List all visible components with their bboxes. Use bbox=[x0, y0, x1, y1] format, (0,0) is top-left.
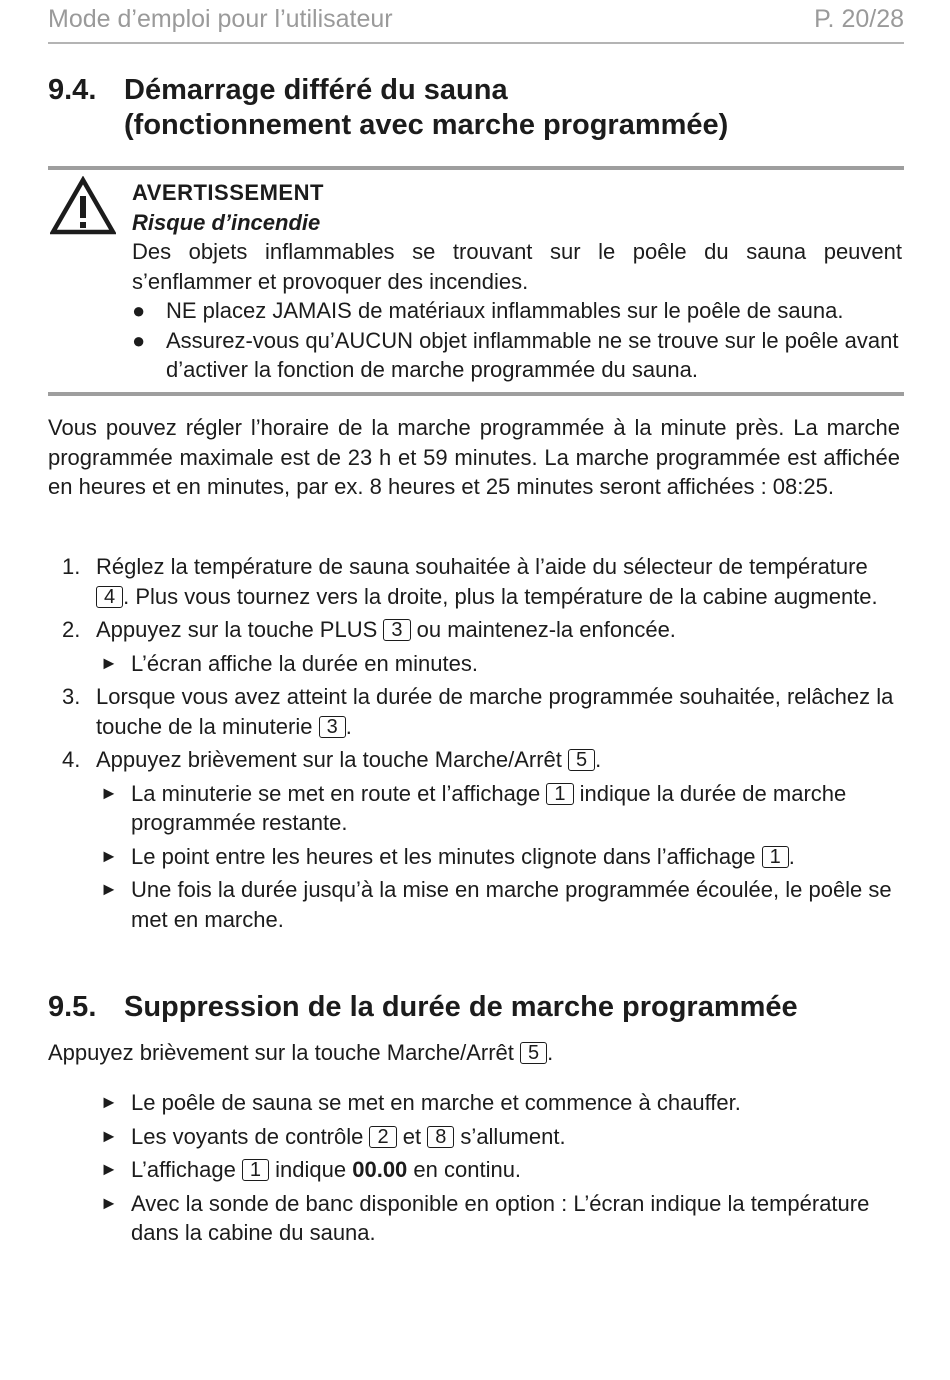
warning-bullet bbox=[132, 296, 902, 326]
reference-number: 1 bbox=[546, 783, 573, 805]
reference-number: 2 bbox=[369, 1126, 396, 1148]
step-result bbox=[48, 779, 900, 838]
display-value: 00.00 bbox=[352, 1157, 408, 1182]
reference-number: 3 bbox=[319, 716, 346, 738]
page-number: P. 20/28 bbox=[814, 5, 904, 33]
arrow-icon: ► bbox=[100, 1192, 118, 1213]
result-text: Avec la sonde de banc disponible en option : L’écran indique la température dans la cabine du sauna. bbox=[131, 1190, 870, 1245]
result-item bbox=[48, 1122, 900, 1152]
section-title: Suppression de la durée de marche programmée bbox=[124, 991, 798, 1023]
arrow-icon: ► bbox=[100, 845, 118, 866]
result-text: indique la durée de marche programmée restante. bbox=[131, 780, 847, 835]
result-text: Le point entre les heures et les minutes clignote dans l’affichage bbox=[131, 843, 762, 869]
result-text: Une fois la durée jusqu’à la mise en marche programmée écoulée, le poêle se met en marche. bbox=[131, 877, 892, 932]
reference-number: 5 bbox=[568, 749, 595, 771]
warning-box bbox=[48, 166, 904, 396]
step-text: . bbox=[595, 747, 602, 772]
step-result bbox=[48, 649, 900, 679]
document-title: Mode d’emploi pour l’utilisateur bbox=[48, 5, 393, 33]
result-item bbox=[48, 1189, 900, 1248]
step-1 bbox=[48, 552, 900, 611]
bullet-icon: ● bbox=[132, 298, 146, 323]
step-result bbox=[48, 875, 900, 934]
step-number: 2. bbox=[62, 617, 81, 642]
reference-number: 4 bbox=[96, 586, 123, 608]
result-text: indique bbox=[269, 1157, 353, 1182]
result-text: . bbox=[788, 843, 795, 869]
warning-title: AVERTISSEMENT bbox=[132, 180, 324, 205]
warning-text bbox=[132, 178, 902, 385]
arrow-icon: ► bbox=[100, 1159, 118, 1179]
warning-triangle-icon bbox=[50, 176, 116, 236]
section-title-line2: (fonctionnement avec marche programmée) bbox=[124, 109, 729, 141]
intro-text: Appuyez brièvement sur la touche Marche/Arrêt bbox=[48, 1040, 521, 1065]
step-number: 3. bbox=[62, 684, 81, 709]
result-item bbox=[48, 1088, 900, 1118]
arrow-icon: ► bbox=[100, 782, 118, 803]
arrow-icon: ► bbox=[100, 1125, 118, 1146]
result-text: Les voyants de contrôle bbox=[131, 1123, 370, 1149]
result-text: Le poêle de sauna se met en marche et commence à chauffer. bbox=[131, 1090, 741, 1115]
section-number: 9.4. bbox=[48, 74, 97, 106]
result-text: L’écran affiche la durée en minutes. bbox=[131, 650, 478, 676]
reference-number: 5 bbox=[520, 1042, 547, 1064]
step-text: Lorsque vous avez atteint la durée de marche programmée souhaitée, relâchez la touche de la minuterie bbox=[96, 684, 894, 739]
result-text: en continu. bbox=[407, 1157, 522, 1182]
arrow-icon: ► bbox=[100, 652, 118, 673]
page-header bbox=[48, 2, 904, 44]
step-2 bbox=[48, 615, 900, 645]
warning-subtitle: Risque d’incendie bbox=[132, 209, 321, 235]
step-text: Appuyez sur la touche PLUS bbox=[96, 617, 384, 642]
reference-number: 1 bbox=[762, 846, 789, 868]
section-title-line1: Démarrage différé du sauna bbox=[124, 74, 508, 106]
warning-body: Des objets inflammables se trouvant sur le poêle du sauna peuvent s’enflammer et provoquer des incendies. bbox=[132, 239, 902, 294]
section-9-5-results bbox=[48, 1088, 900, 1252]
warning-bullet bbox=[132, 326, 902, 385]
result-item bbox=[48, 1155, 900, 1185]
result-text: L’affichage bbox=[131, 1157, 242, 1182]
section-number: 9.5. bbox=[48, 991, 97, 1023]
result-text: s’allument. bbox=[454, 1123, 566, 1149]
reference-number: 3 bbox=[383, 619, 410, 641]
warning-bullet-text: Assurez-vous qu’AUCUN objet inflammable ne se trouve sur le poêle avant d’activer la fonction de marche programmée du sauna. bbox=[166, 327, 899, 382]
bullet-icon: ● bbox=[132, 327, 146, 353]
step-result bbox=[48, 842, 900, 872]
result-text: et bbox=[396, 1123, 428, 1149]
step-number: 4. bbox=[62, 747, 81, 772]
intro-text: . bbox=[547, 1040, 554, 1065]
step-4 bbox=[48, 745, 900, 775]
warning-bullet-text: NE placez JAMAIS de matériaux inflammables sur le poêle de sauna. bbox=[166, 298, 844, 323]
step-text: ou maintenez-la enfoncée. bbox=[410, 617, 676, 642]
step-number: 1. bbox=[62, 554, 81, 579]
procedure-steps bbox=[48, 552, 900, 938]
intro-paragraph: Vous pouvez régler l’horaire de la marche programmée à la minute près. La marche programmée maximale est de 23 h et 59 minutes. La marche programmée est affichée en heures et en minutes, par ex. 8 heures et 25 minutes seront affichées : 08:25. bbox=[48, 415, 900, 499]
step-text: . bbox=[345, 713, 352, 739]
arrow-icon: ► bbox=[100, 879, 118, 899]
reference-number: 8 bbox=[427, 1126, 454, 1148]
arrow-icon: ► bbox=[100, 1092, 118, 1112]
step-3 bbox=[48, 682, 900, 741]
section-9-5-intro bbox=[48, 1038, 900, 1068]
step-text: . Plus vous tournez vers la droite, plus la température de la cabine augmente. bbox=[123, 583, 878, 609]
reference-number: 1 bbox=[242, 1159, 269, 1181]
result-text: La minuterie se met en route et l’affichage bbox=[131, 780, 547, 806]
step-text: Appuyez brièvement sur la touche Marche/Arrêt bbox=[96, 747, 569, 772]
step-text: Réglez la température de sauna souhaitée à l’aide du sélecteur de température bbox=[96, 554, 868, 579]
